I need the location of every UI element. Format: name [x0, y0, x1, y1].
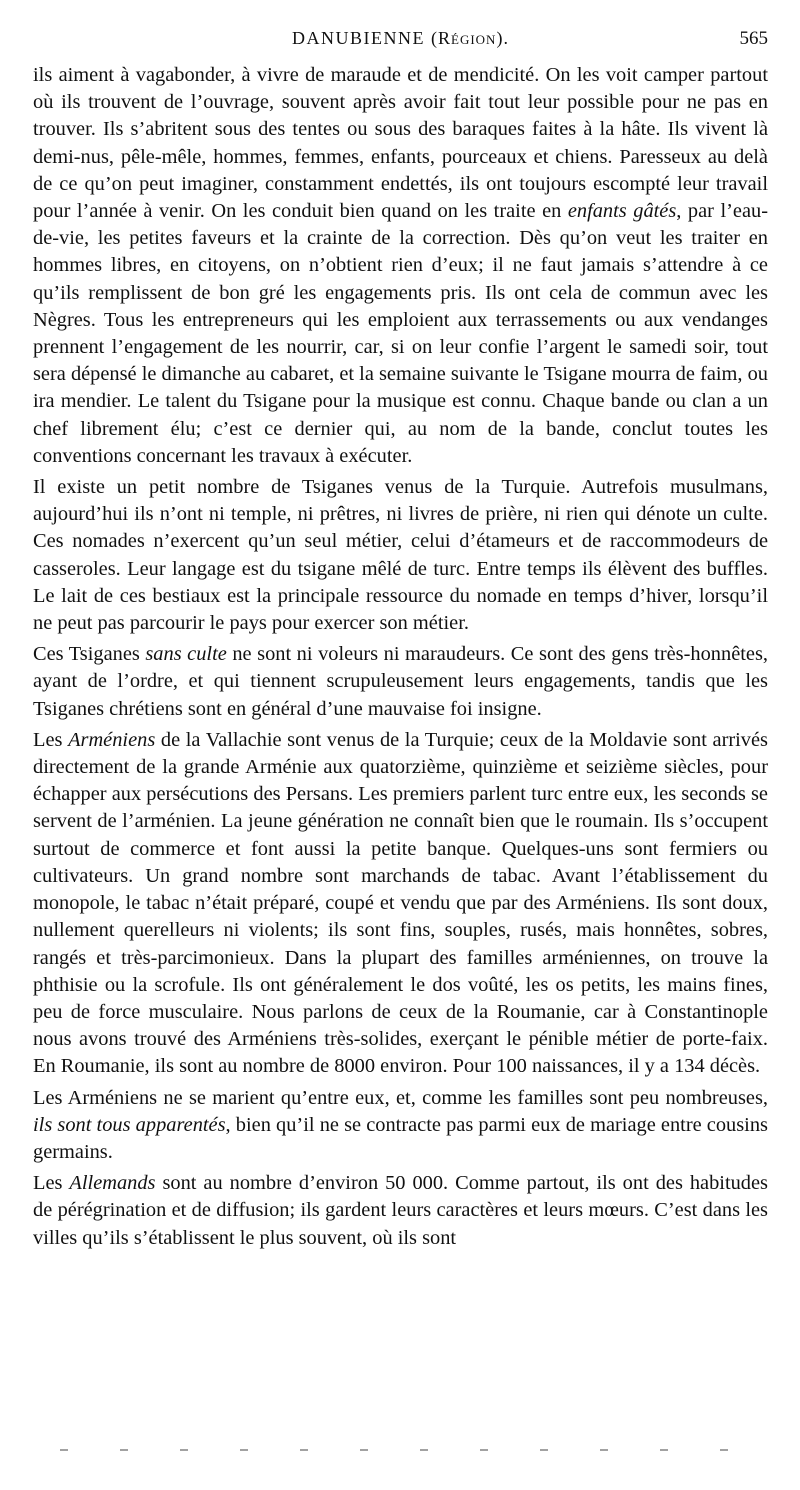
italic-run: enfants gâtés	[567, 200, 677, 223]
running-title-sub: (Région).	[431, 28, 509, 48]
document-page	[33, 28, 768, 1256]
text-run: Les Arméniens ne se marient qu’entre eux, et, comme les familles sont peu nombreuses,	[33, 1086, 768, 1109]
running-title-main: DANUBIENNE	[292, 28, 426, 48]
page-number: 565	[739, 28, 768, 49]
text-run: ils aiment à vagabonder, à vivre de maraude et de mendicité. On les voit camper partout où ils trouvent de l’ouvrage, souvent après avoir fait tout leur possible pour ne pas en trouver. Ils s’abritent sous des tentes ou sous des baraques faites à la hâte. Ils vivent là demi-nus, pêle-mêle, hommes, femmes, enfants, pourceaux et chiens. Paresseux au delà de ce qu’on peut imaginer, constamment endettés, ils ont toujours escompté leur travail pour l’année à venir. On les conduit bien quand on les traite en	[33, 64, 768, 223]
text-run: Les	[33, 1172, 70, 1195]
body-text	[33, 62, 768, 1252]
italic-run: Allemands	[69, 1172, 156, 1195]
running-title	[33, 28, 768, 49]
text-run: Il existe un petit nombre de Tsiganes venus de la Turquie. Autrefois musulmans, aujourd’hui ils n’ont ni temple, ni prêtres, ni livres de prière, ni rien qui dénote un culte. Ces nomades n’exercent qu’un seul métier, celui d’étameurs et de raccommodeurs de casseroles. Leur langage est du tsigane mêlé de turc. Entre temps ils élèvent des buffles. Le lait de ces bestiaux est la principale ressource du nomade en temps d’hiver, lorsqu’il ne peut pas parcourir le pays pour exercer son métier.	[33, 476, 768, 635]
paragraph	[33, 62, 768, 470]
paragraph	[33, 474, 768, 637]
footer-rule	[60, 1449, 750, 1451]
running-head	[33, 28, 768, 56]
italic-run: ils sont tous apparentés	[33, 1113, 226, 1136]
italic-run: sans culte	[145, 643, 227, 666]
italic-run: Arméniens	[68, 728, 156, 751]
text-run: , bien qu’il ne se contracte pas parmi eux de mariage entre cousins germains.	[33, 1113, 768, 1163]
paragraph	[33, 1085, 768, 1167]
paragraph	[33, 641, 768, 723]
text-run: de la Vallachie sont venus de la Turquie; ceux de la Moldavie sont arrivés directement de la grande Arménie aux quatorzième, quinzième et seizième siècles, pour échapper aux persécutions des Persans. Les premiers parlent turc entre eux, les seconds se servent de l’arménien. La jeune génération ne connaît bien que le roumain. Ils s’occupent surtout de commerce et font aussi la petite banque. Quelques-uns sont fermiers ou cultivateurs. Un grand nombre sont marchands de tabac. Avant l’établissement du monopole, le tabac n’était préparé, coupé et vendu que par des Arméniens. Ils sont doux, nullement querelleurs ni violents; ils sont fins, souples, rusés, mais honnêtes, sobres, rangés et très-parcimonieux. Dans la plupart des familles arméniennes, on trouve la phthisie ou la scrofule. Ils ont généralement le dos voûté, les os petits, les mains fines, peu de force musculaire. Nous parlons de ceux de la Roumanie, car à Constantinople nous avons trouvé des Arméniens très-solides, exerçant le pénible métier de porte-faix. En Roumanie, ils sont au nombre de 8000 environ. Pour 100 naissances, il y a 134 décès.	[33, 728, 768, 1078]
text-run: Ces Tsiganes	[33, 643, 146, 666]
text-run: sont au nombre d’environ 50 000. Comme partout, ils ont des habitudes de pérégrination et de diffusion; ils gardent leurs caractères et leurs mœurs. C’est dans les villes qu’ils s’établissent le plus souvent, où ils sont	[33, 1172, 768, 1249]
paragraph	[33, 1170, 768, 1252]
text-run: , par l’eau-de-vie, les petites faveurs et la crainte de la correction. Dès qu’on veut les traiter en hommes libres, en citoyens, on n’obtient rien d’eux; il ne faut jamais s’attendre à ce qu’ils remplissent de bon gré les engagements pris. Ils ont cela de commun avec les Nègres. Tous les entrepreneurs qui les emploient aux terrassements ou aux vendanges prennent l’engagement de les nourrir, car, si on leur confie l’argent le samedi soir, tout sera dépensé le dimanche au cabaret, et la semaine suivante le Tsigane mourra de faim, ou ira mendier. Le talent du Tsigane pour la musique est connu. Chaque bande ou clan a un chef librement élu; c’est ce dernier qui, au nom de la bande, conclut toutes les conventions concernant les travaux à exécuter.	[33, 200, 769, 467]
paragraph	[33, 727, 768, 1081]
text-run: ne sont ni voleurs ni maraudeurs. Ce sont des gens très-honnêtes, ayant de l’ordre, et qui tiennent scrupuleusement leurs engagements, tandis que les Tsiganes chrétiens sont en général d’une mauvaise foi insigne.	[33, 643, 768, 720]
text-run: Les	[33, 728, 69, 751]
